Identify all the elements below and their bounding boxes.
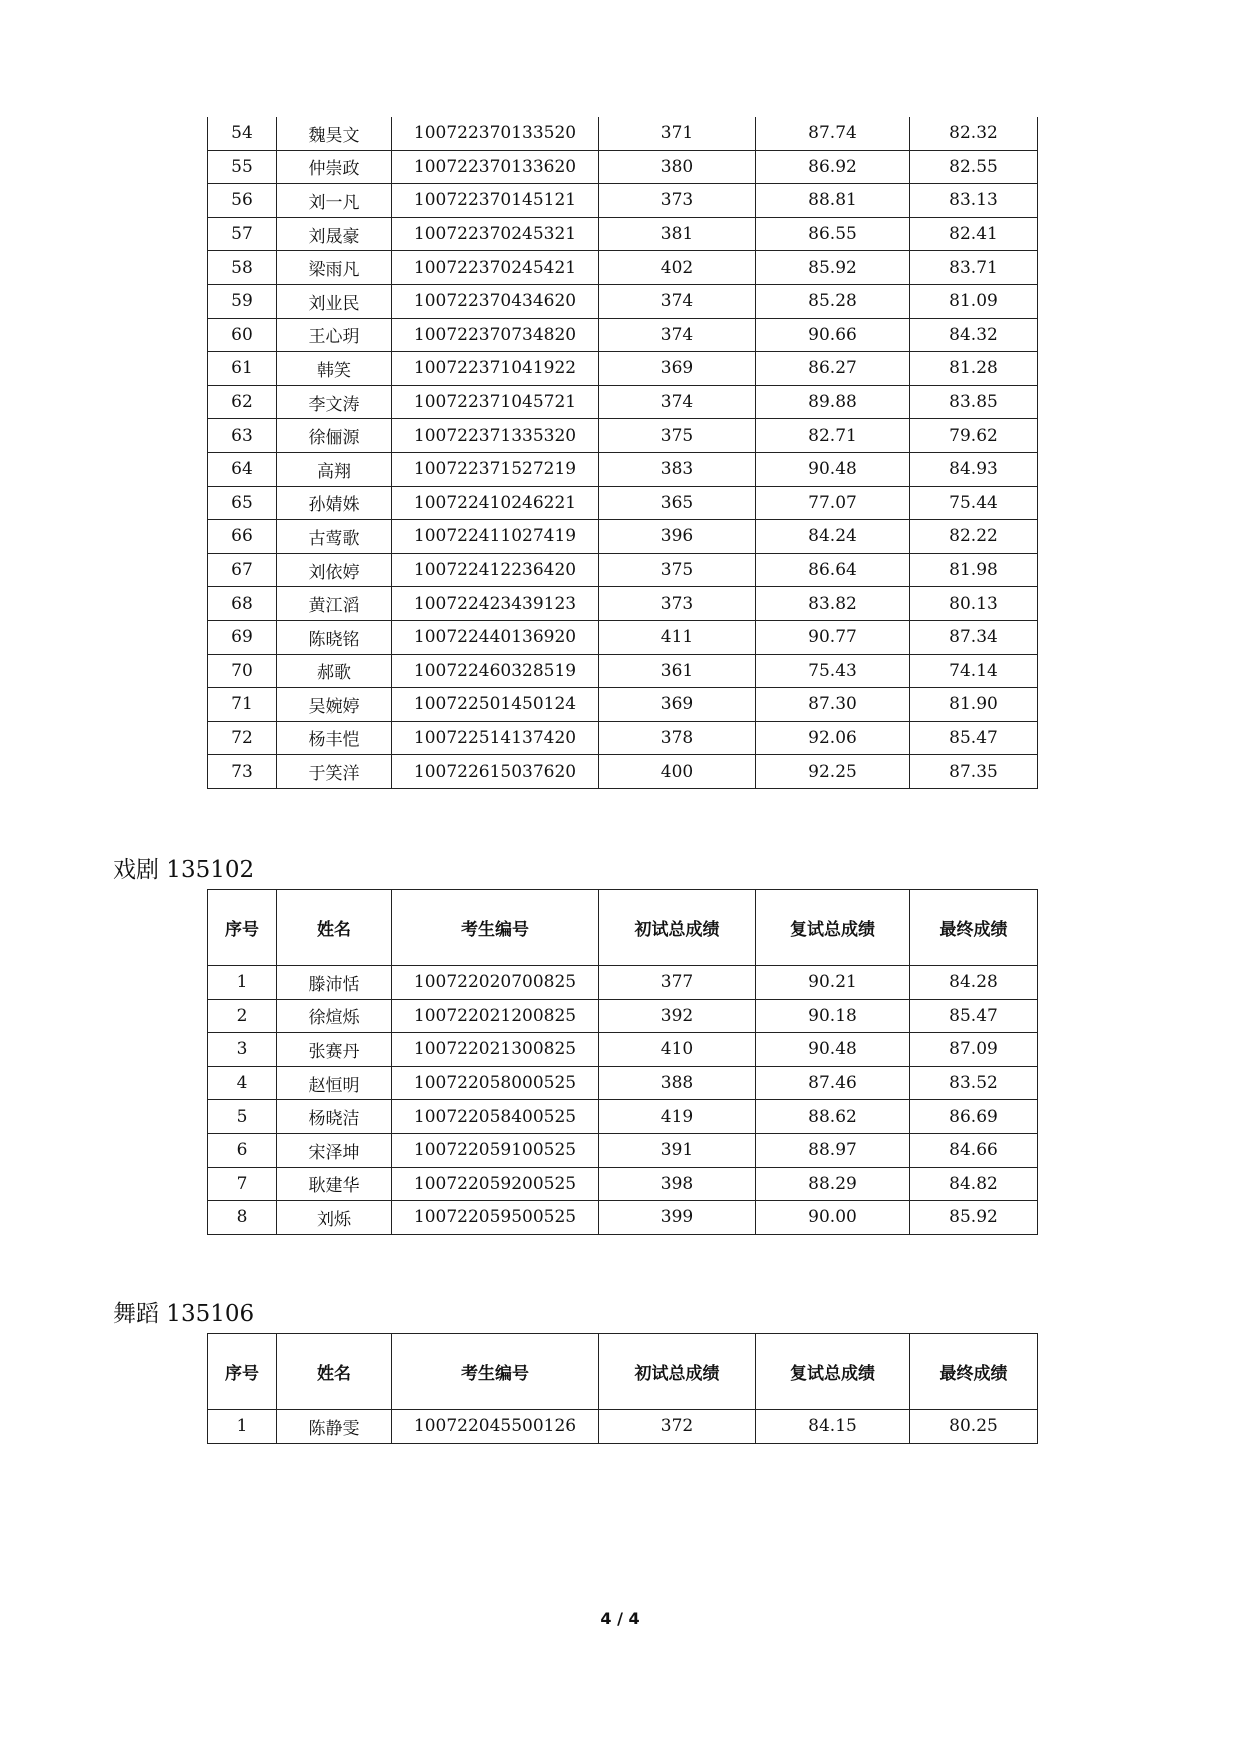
- cell-prelim-score: 380: [599, 150, 756, 184]
- table-row: [208, 318, 1038, 352]
- table-row: [208, 1167, 1038, 1201]
- cell-index: 1: [208, 966, 277, 1000]
- cell-index: 2: [208, 999, 277, 1033]
- table-row: [208, 755, 1038, 789]
- cell-final-score: 84.32: [910, 318, 1038, 352]
- cell-exam-id: 100722371527219: [392, 452, 599, 486]
- table-body: [208, 1410, 1038, 1444]
- cell-retest-score: 88.81: [756, 184, 910, 218]
- cell-retest-score: 90.77: [756, 620, 910, 654]
- cell-exam-id: 100722370245421: [392, 251, 599, 285]
- cell-name: 吴婉婷: [277, 688, 392, 722]
- cell-index: 56: [208, 184, 277, 218]
- table-row: [208, 184, 1038, 218]
- cell-name: 滕沛恬: [277, 966, 392, 1000]
- cell-index: 66: [208, 520, 277, 554]
- table-row: [208, 284, 1038, 318]
- cell-retest-score: 90.21: [756, 966, 910, 1000]
- table-row: [208, 217, 1038, 251]
- cell-exam-id: 100722370133620: [392, 150, 599, 184]
- cell-name: 张赛丹: [277, 1033, 392, 1067]
- cell-index: 69: [208, 620, 277, 654]
- table-row: [208, 352, 1038, 386]
- cell-index: 55: [208, 150, 277, 184]
- table-row: [208, 999, 1038, 1033]
- cell-final-score: 81.98: [910, 553, 1038, 587]
- cell-index: 57: [208, 217, 277, 251]
- cell-exam-id: 100722440136920: [392, 620, 599, 654]
- cell-prelim-score: 369: [599, 688, 756, 722]
- cell-retest-score: 86.55: [756, 217, 910, 251]
- cell-index: 5: [208, 1100, 277, 1134]
- cell-index: 59: [208, 284, 277, 318]
- table-dance: [207, 1333, 1038, 1444]
- cell-exam-id: 100722020700825: [392, 966, 599, 1000]
- cell-name: 李文涛: [277, 385, 392, 419]
- cell-prelim-score: 400: [599, 755, 756, 789]
- cell-name: 徐俪源: [277, 419, 392, 453]
- cell-exam-id: 100722371045721: [392, 385, 599, 419]
- col-header-name: 姓名: [277, 1334, 392, 1410]
- cell-exam-id: 100722059100525: [392, 1133, 599, 1167]
- section-title-dance: 舞蹈 135106: [113, 1301, 255, 1327]
- table-row: [208, 486, 1038, 520]
- table-continued-section: [207, 117, 1038, 789]
- table-row: [208, 251, 1038, 285]
- table-row: [208, 1201, 1038, 1235]
- cell-name: 郝歌: [277, 654, 392, 688]
- cell-prelim-score: 361: [599, 654, 756, 688]
- cell-exam-id: 100722412236420: [392, 553, 599, 587]
- table-row: [208, 721, 1038, 755]
- table-row: [208, 1100, 1038, 1134]
- cell-prelim-score: 399: [599, 1201, 756, 1235]
- cell-prelim-score: 374: [599, 318, 756, 352]
- cell-name: 魏昊文: [277, 117, 392, 150]
- cell-index: 71: [208, 688, 277, 722]
- cell-retest-score: 77.07: [756, 486, 910, 520]
- cell-exam-id: 100722058000525: [392, 1066, 599, 1100]
- cell-index: 60: [208, 318, 277, 352]
- cell-index: 8: [208, 1201, 277, 1235]
- cell-final-score: 83.13: [910, 184, 1038, 218]
- cell-name: 杨晓洁: [277, 1100, 392, 1134]
- cell-index: 67: [208, 553, 277, 587]
- table-row: [208, 452, 1038, 486]
- col-header-prelim-score: 初试总成绩: [599, 890, 756, 966]
- table-row: [208, 620, 1038, 654]
- table-header-row: [208, 1334, 1038, 1410]
- table-header-row: [208, 890, 1038, 966]
- col-header-prelim-score: 初试总成绩: [599, 1334, 756, 1410]
- table-drama: [207, 889, 1038, 1235]
- cell-final-score: 84.93: [910, 452, 1038, 486]
- cell-retest-score: 88.97: [756, 1133, 910, 1167]
- cell-index: 4: [208, 1066, 277, 1100]
- cell-name: 杨丰恺: [277, 721, 392, 755]
- cell-name: 王心玥: [277, 318, 392, 352]
- cell-name: 刘一凡: [277, 184, 392, 218]
- cell-exam-id: 100722021300825: [392, 1033, 599, 1067]
- cell-index: 65: [208, 486, 277, 520]
- cell-name: 黄江滔: [277, 587, 392, 621]
- col-header-final-score: 最终成绩: [910, 1334, 1038, 1410]
- cell-retest-score: 90.48: [756, 1033, 910, 1067]
- cell-final-score: 74.14: [910, 654, 1038, 688]
- table-row: [208, 966, 1038, 1000]
- cell-exam-id: 100722371041922: [392, 352, 599, 386]
- cell-index: 58: [208, 251, 277, 285]
- cell-exam-id: 100722021200825: [392, 999, 599, 1033]
- cell-retest-score: 87.46: [756, 1066, 910, 1100]
- cell-prelim-score: 365: [599, 486, 756, 520]
- col-header-name: 姓名: [277, 890, 392, 966]
- cell-final-score: 84.82: [910, 1167, 1038, 1201]
- cell-retest-score: 75.43: [756, 654, 910, 688]
- cell-final-score: 87.35: [910, 755, 1038, 789]
- cell-final-score: 85.92: [910, 1201, 1038, 1235]
- cell-final-score: 86.69: [910, 1100, 1038, 1134]
- cell-index: 68: [208, 587, 277, 621]
- cell-prelim-score: 374: [599, 385, 756, 419]
- cell-name: 宋泽坤: [277, 1133, 392, 1167]
- col-header-exam-id: 考生编号: [392, 1334, 599, 1410]
- cell-name: 刘晟豪: [277, 217, 392, 251]
- cell-exam-id: 100722370734820: [392, 318, 599, 352]
- table-row: [208, 654, 1038, 688]
- cell-retest-score: 88.29: [756, 1167, 910, 1201]
- cell-exam-id: 100722370434620: [392, 284, 599, 318]
- cell-prelim-score: 381: [599, 217, 756, 251]
- cell-name: 高翔: [277, 452, 392, 486]
- cell-final-score: 82.32: [910, 117, 1038, 150]
- cell-index: 3: [208, 1033, 277, 1067]
- table-body: [208, 117, 1038, 788]
- cell-retest-score: 90.66: [756, 318, 910, 352]
- cell-exam-id: 100722411027419: [392, 520, 599, 554]
- cell-name: 徐煊烁: [277, 999, 392, 1033]
- table-row: [208, 1410, 1038, 1444]
- cell-final-score: 85.47: [910, 721, 1038, 755]
- cell-retest-score: 86.92: [756, 150, 910, 184]
- cell-retest-score: 86.27: [756, 352, 910, 386]
- cell-prelim-score: 378: [599, 721, 756, 755]
- cell-retest-score: 84.15: [756, 1410, 910, 1444]
- col-header-retest-score: 复试总成绩: [756, 890, 910, 966]
- cell-prelim-score: 392: [599, 999, 756, 1033]
- cell-final-score: 80.13: [910, 587, 1038, 621]
- cell-final-score: 87.09: [910, 1033, 1038, 1067]
- cell-name: 于笑洋: [277, 755, 392, 789]
- cell-retest-score: 83.82: [756, 587, 910, 621]
- cell-name: 陈静雯: [277, 1410, 392, 1444]
- table-row: [208, 520, 1038, 554]
- cell-name: 刘业民: [277, 284, 392, 318]
- section-title-drama: 戏剧 135102: [113, 857, 255, 883]
- col-header-final-score: 最终成绩: [910, 890, 1038, 966]
- table-row: [208, 688, 1038, 722]
- cell-prelim-score: 373: [599, 184, 756, 218]
- cell-final-score: 83.85: [910, 385, 1038, 419]
- cell-exam-id: 100722410246221: [392, 486, 599, 520]
- cell-final-score: 84.66: [910, 1133, 1038, 1167]
- cell-final-score: 75.44: [910, 486, 1038, 520]
- cell-prelim-score: 374: [599, 284, 756, 318]
- cell-prelim-score: 377: [599, 966, 756, 1000]
- cell-prelim-score: 375: [599, 419, 756, 453]
- table-row: [208, 117, 1038, 150]
- cell-index: 72: [208, 721, 277, 755]
- cell-retest-score: 88.62: [756, 1100, 910, 1134]
- cell-name: 梁雨凡: [277, 251, 392, 285]
- cell-exam-id: 100722514137420: [392, 721, 599, 755]
- cell-final-score: 87.34: [910, 620, 1038, 654]
- cell-retest-score: 82.71: [756, 419, 910, 453]
- cell-name: 古莺歌: [277, 520, 392, 554]
- table-row: [208, 553, 1038, 587]
- cell-prelim-score: 402: [599, 251, 756, 285]
- cell-exam-id: 100722059200525: [392, 1167, 599, 1201]
- cell-exam-id: 100722059500525: [392, 1201, 599, 1235]
- table-row: [208, 1133, 1038, 1167]
- cell-retest-score: 85.28: [756, 284, 910, 318]
- cell-name: 赵恒明: [277, 1066, 392, 1100]
- cell-name: 刘依婷: [277, 553, 392, 587]
- cell-index: 70: [208, 654, 277, 688]
- table-body: [208, 966, 1038, 1235]
- cell-exam-id: 100722615037620: [392, 755, 599, 789]
- cell-retest-score: 92.25: [756, 755, 910, 789]
- cell-prelim-score: 419: [599, 1100, 756, 1134]
- cell-retest-score: 90.00: [756, 1201, 910, 1235]
- cell-prelim-score: 391: [599, 1133, 756, 1167]
- cell-prelim-score: 369: [599, 352, 756, 386]
- cell-index: 6: [208, 1133, 277, 1167]
- cell-exam-id: 100722501450124: [392, 688, 599, 722]
- cell-retest-score: 90.48: [756, 452, 910, 486]
- cell-name: 孙婧姝: [277, 486, 392, 520]
- cell-index: 73: [208, 755, 277, 789]
- cell-exam-id: 100722371335320: [392, 419, 599, 453]
- cell-retest-score: 86.64: [756, 553, 910, 587]
- cell-index: 64: [208, 452, 277, 486]
- cell-name: 韩笑: [277, 352, 392, 386]
- cell-exam-id: 100722460328519: [392, 654, 599, 688]
- cell-retest-score: 90.18: [756, 999, 910, 1033]
- cell-prelim-score: 388: [599, 1066, 756, 1100]
- table-row: [208, 1066, 1038, 1100]
- cell-retest-score: 87.30: [756, 688, 910, 722]
- cell-final-score: 83.71: [910, 251, 1038, 285]
- cell-index: 62: [208, 385, 277, 419]
- cell-retest-score: 92.06: [756, 721, 910, 755]
- cell-final-score: 82.55: [910, 150, 1038, 184]
- cell-final-score: 81.90: [910, 688, 1038, 722]
- cell-final-score: 84.28: [910, 966, 1038, 1000]
- cell-name: 陈晓铭: [277, 620, 392, 654]
- cell-prelim-score: 396: [599, 520, 756, 554]
- col-header-index: 序号: [208, 1334, 277, 1410]
- cell-exam-id: 100722370245321: [392, 217, 599, 251]
- table-row: [208, 1033, 1038, 1067]
- cell-retest-score: 85.92: [756, 251, 910, 285]
- cell-prelim-score: 383: [599, 452, 756, 486]
- table-row: [208, 587, 1038, 621]
- cell-prelim-score: 411: [599, 620, 756, 654]
- cell-exam-id: 100722058400525: [392, 1100, 599, 1134]
- cell-prelim-score: 410: [599, 1033, 756, 1067]
- cell-final-score: 82.41: [910, 217, 1038, 251]
- cell-retest-score: 84.24: [756, 520, 910, 554]
- page-number: 4 / 4: [600, 1609, 640, 1628]
- cell-final-score: 83.52: [910, 1066, 1038, 1100]
- cell-name: 仲崇政: [277, 150, 392, 184]
- cell-prelim-score: 371: [599, 117, 756, 150]
- cell-final-score: 85.47: [910, 999, 1038, 1033]
- cell-prelim-score: 372: [599, 1410, 756, 1444]
- cell-name: 耿建华: [277, 1167, 392, 1201]
- cell-exam-id: 100722045500126: [392, 1410, 599, 1444]
- cell-final-score: 81.09: [910, 284, 1038, 318]
- col-header-exam-id: 考生编号: [392, 890, 599, 966]
- cell-index: 7: [208, 1167, 277, 1201]
- table-row: [208, 419, 1038, 453]
- cell-exam-id: 100722370145121: [392, 184, 599, 218]
- cell-index: 54: [208, 117, 277, 150]
- cell-prelim-score: 375: [599, 553, 756, 587]
- cell-final-score: 81.28: [910, 352, 1038, 386]
- cell-index: 1: [208, 1410, 277, 1444]
- cell-name: 刘烁: [277, 1201, 392, 1235]
- col-header-retest-score: 复试总成绩: [756, 1334, 910, 1410]
- cell-retest-score: 87.74: [756, 117, 910, 150]
- table-row: [208, 385, 1038, 419]
- cell-final-score: 79.62: [910, 419, 1038, 453]
- cell-exam-id: 100722370133520: [392, 117, 599, 150]
- cell-retest-score: 89.88: [756, 385, 910, 419]
- cell-index: 61: [208, 352, 277, 386]
- col-header-index: 序号: [208, 890, 277, 966]
- cell-final-score: 80.25: [910, 1410, 1038, 1444]
- cell-prelim-score: 373: [599, 587, 756, 621]
- cell-exam-id: 100722423439123: [392, 587, 599, 621]
- cell-final-score: 82.22: [910, 520, 1038, 554]
- table-row: [208, 150, 1038, 184]
- cell-prelim-score: 398: [599, 1167, 756, 1201]
- cell-index: 63: [208, 419, 277, 453]
